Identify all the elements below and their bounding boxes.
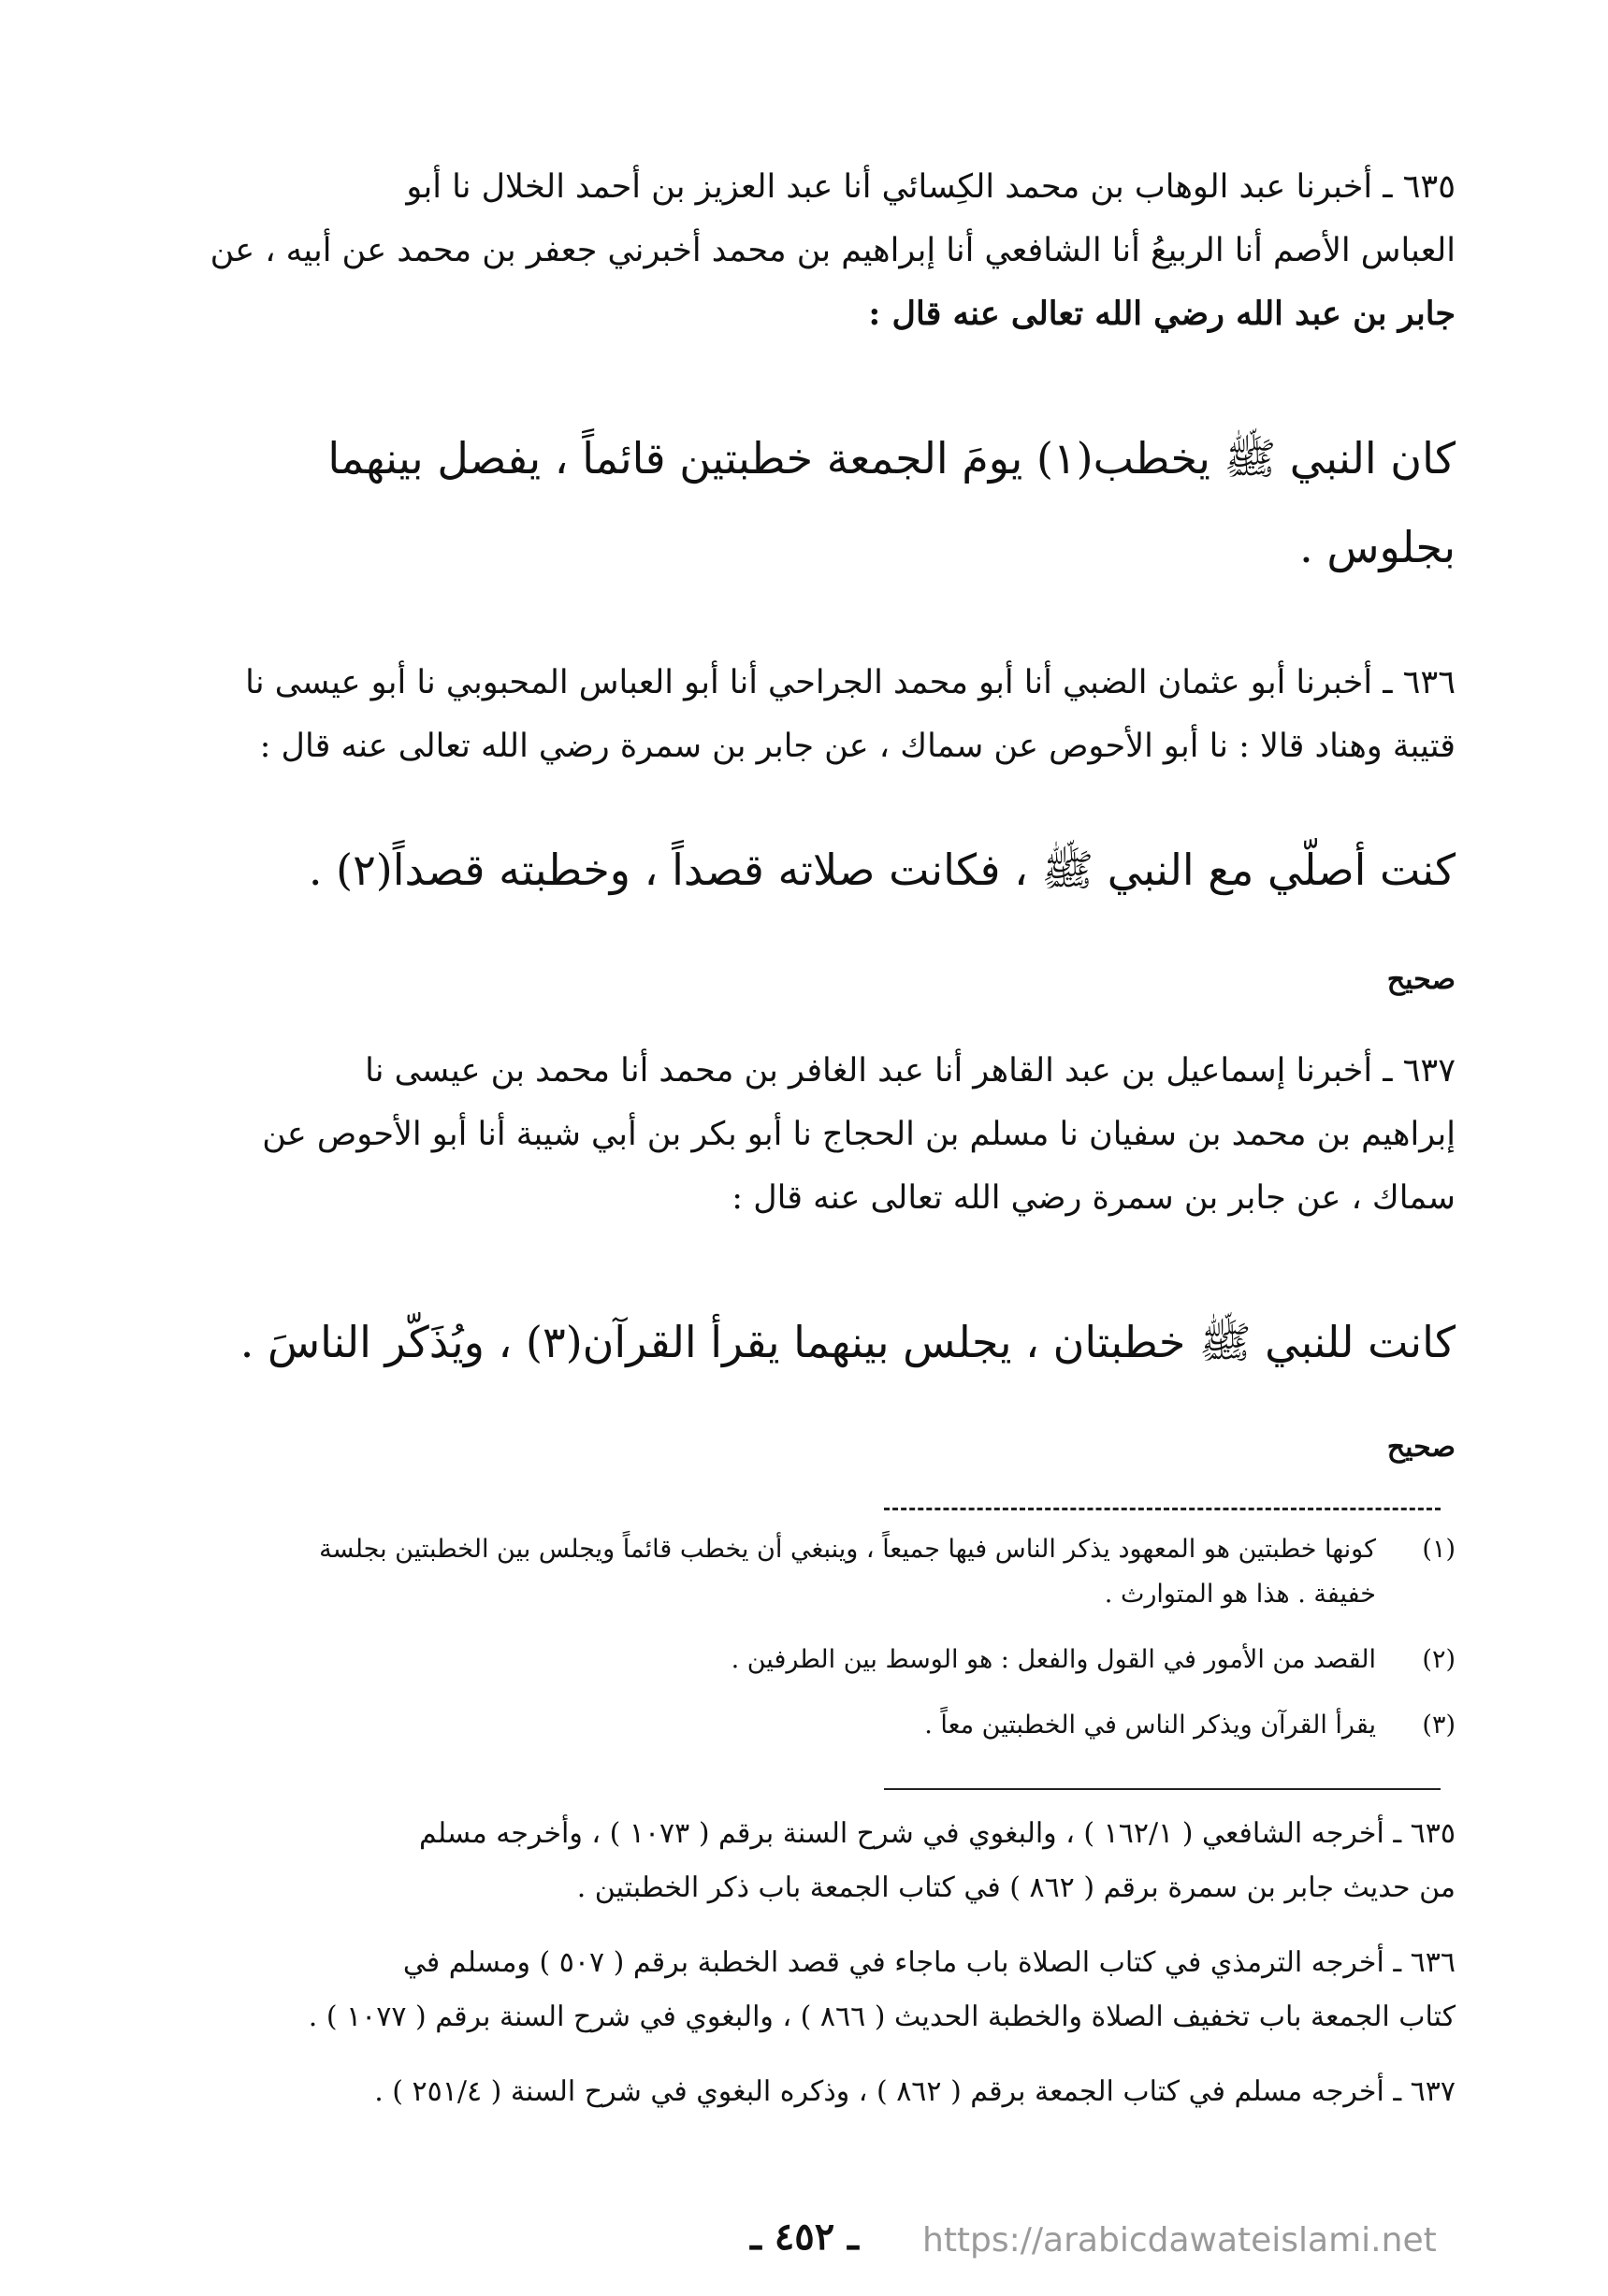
footnote-text: كونها خطبتين هو المعهود يذكر الناس فيها جميعاً ، وينبغي أن يخطب قائماً ويجلس بين الخطبتين بجلسة — [319, 1535, 1376, 1564]
hadith-636-grade — [150, 963, 1456, 1010]
hadith-635 — [150, 159, 1456, 383]
footnote-text: خفيفة . هذا هو المتوارث . — [1104, 1580, 1376, 1609]
grade-label: صحيح — [1386, 963, 1456, 996]
footnote-text: القصد من الأمور في القول والفعل : هو الوسط بين الطرفين . — [731, 1645, 1376, 1674]
footnote-text: يقرأ القرآن ويذكر الناس في الخطبتين معاً . — [924, 1711, 1376, 1740]
footnotes — [150, 1529, 1456, 1782]
hadith-637-isnad-line3: سماك ، عن جابر بن سمرة رضي الله تعالى عنه قال : — [732, 1179, 1456, 1217]
hadith-635-matn-line2: بجلوس . — [1299, 522, 1456, 572]
sources — [150, 1810, 1456, 2202]
watermark-url: https://arabicdawateislami.net — [922, 2221, 1437, 2260]
hadith-636-matn — [150, 837, 1456, 912]
hadith-637-matn-line: كانت للنبي ﷺ خطبتان ، يجلس بينهما يقرأ القرآن(٣) ، ويُذَكّر الناسَ . — [239, 1317, 1456, 1367]
grade-label: صحيح — [1386, 1431, 1456, 1464]
hadith-635-matn-line1: كان النبي ﷺ يخطب(١) يومَ الجمعة خطبتين قائماً ، يفصل بينهما — [327, 433, 1456, 484]
hadith-636-isnad-line1: ٦٣٦ ـ أخبرنا أبو عثمان الضبي أنا أبو محمد الجراحي أنا أبو العباس المحبوبي نا أبو عيسى نا — [245, 664, 1456, 701]
hadith-635-isnad-line1: ٦٣٥ ـ أخبرنا عبد الوهاب بن محمد الكِسائي أنا عبد العزيز بن أحمد الخلال نا أبو — [406, 168, 1456, 206]
source-635-line1: ٦٣٥ ـ أخرجه الشافعي ( ١٦٢/١ ) ، والبغوي في شرح السنة برقم ( ١٠٧٣ ) ، وأخرجه مسلم — [419, 1817, 1456, 1850]
footnote-number: (٢) — [1422, 1645, 1456, 1674]
hadith-637-isnad-line1: ٦٣٧ ـ أخبرنا إسماعيل بن عبد القاهر أنا عبد الغافر بن محمد أنا محمد بن عيسى نا — [365, 1052, 1456, 1090]
source-637-line1: ٦٣٧ ـ أخرجه مسلم في كتاب الجمعة برقم ( ٨٦٢ ) ، وذكره البغوي في شرح السنة ( ٢٥١/٤ ) . — [374, 2075, 1456, 2108]
hadith-635-isnad-line2: العباس الأصم أنا الربيعُ أنا الشافعي أنا إبراهيم بن محمد أخبرني جعفر بن محمد عن أبيه ، عن — [210, 232, 1456, 269]
footnote-separator — [884, 1508, 1441, 1510]
sources-separator — [884, 1788, 1441, 1790]
hadith-635-isnad-line3: جابر بن عبد الله رضي الله تعالى عنه قال : — [868, 295, 1456, 333]
source-636-line1: ٦٣٦ ـ أخرجه الترمذي في كتاب الصلاة باب ماجاء في قصد الخطبة برقم ( ٥٠٧ ) ومسلم في — [402, 1946, 1456, 1979]
page-number: ـ ٤٥٢ ـ — [750, 2215, 859, 2259]
hadith-637 — [150, 1043, 1456, 1230]
source-635-line2: من حديث جابر بن سمرة برقم ( ٨٦٢ ) في كتاب الجمعة باب ذكر الخطبتين . — [576, 1871, 1456, 1904]
hadith-637-matn — [150, 1309, 1456, 1384]
hadith-637-grade — [150, 1431, 1456, 1478]
hadith-636 — [150, 655, 1456, 776]
source-636-line2: كتاب الجمعة باب تخفيف الصلاة والخطبة الحديث ( ٨٦٦ ) ، والبغوي في شرح السنة برقم ( ١٠٧٧ ) . — [308, 2000, 1456, 2033]
hadith-636-matn-line: كنت أصلّي مع النبي ﷺ ، فكانت صلاته قصداً ، وخطبته قصداً(٢) . — [308, 845, 1456, 895]
hadith-635-matn — [150, 426, 1456, 594]
hadith-636-isnad-line2: قتيبة وهناد قالا : نا أبو الأحوص عن سماك ، عن جابر بن سمرة رضي الله تعالى عنه قال : — [259, 728, 1456, 765]
hadith-637-isnad-line2: إبراهيم بن محمد بن سفيان نا مسلم بن الحجاج نا أبو بكر بن أبي شيبة أنا أبو الأحوص عن — [262, 1116, 1456, 1153]
footnote-number: (١) — [1422, 1535, 1456, 1564]
footnote-number: (٣) — [1422, 1711, 1456, 1740]
